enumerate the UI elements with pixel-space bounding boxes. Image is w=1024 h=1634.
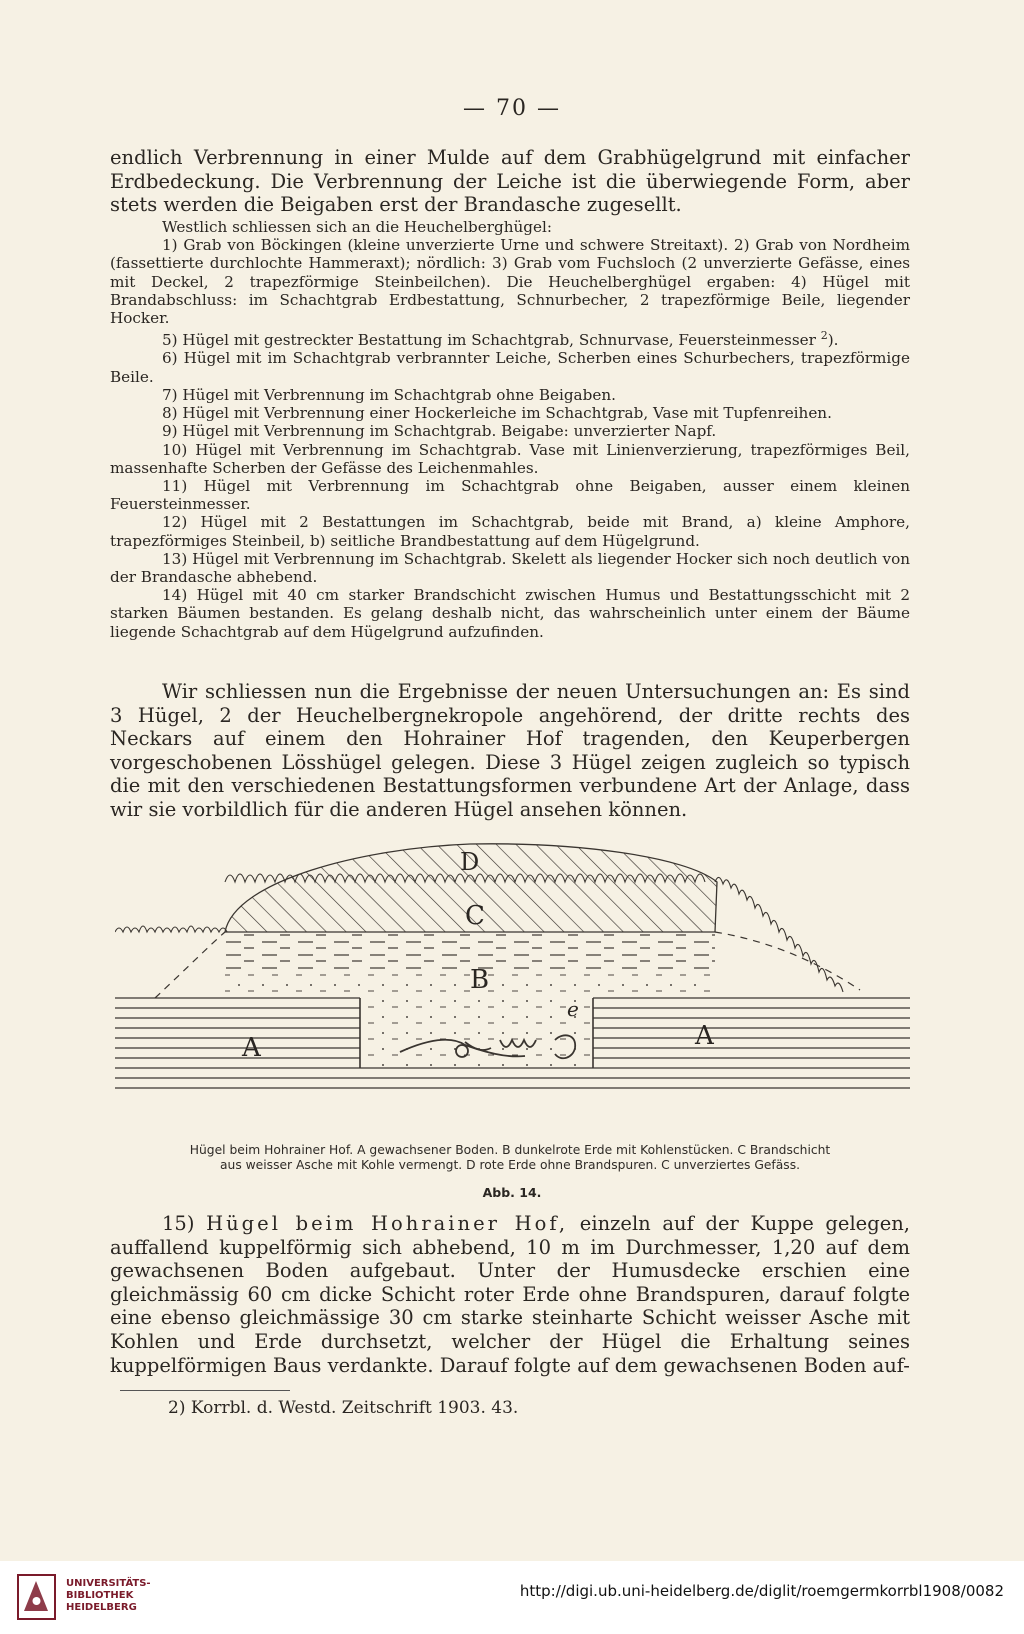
library-name: UNIVERSITÄTS- BIBLIOTHEK HEIDELBERG — [66, 1578, 151, 1613]
list-item: 5) Hügel mit gestreckter Bestattung im Schachtgrab, Schnurvase, Feuersteinmesser $^2$). — [162, 329, 839, 350]
caption-line: Hügel beim Hohrainer Hof. A gewachsener Boden. B dunkelrote Erde mit Kohlenstücken. C Brandschicht — [189, 1143, 831, 1157]
summary-paragraph — [110, 680, 910, 822]
list-item: 12) Hügel mit 2 Bestattungen im Schachtgrab, beide mit Brand, a) kleine Amphore, trapezförmiges Steinbeil, b) seitliche Brandbestattung auf dem Hügelgrund. — [110, 513, 910, 550]
label-c: C — [465, 901, 485, 931]
list-item: 1) Grab von Böckingen (kleine unverzierte Urne und schwere Streitaxt). 2) Grab von Nordheim (fassettierte durchlochte Hammeraxt); nördlich: 3) Grab vom Fuchsloch (2 unverzierte Gefässe, eines mit Deckel, 2 trapezförmige Steinbeilchen). Die Heuchelberghügel ergaben: 4) Hügel mit Brandabschluss: im Schachtgrab Erdbestattung, Schnurbecher, 2 trapezförmige Beile, liegender Hocker. — [110, 236, 910, 328]
list-item: 8) Hügel mit Verbrennung einer Hockerleiche im Schachtgrab, Vase mit Tupfenreihen. — [162, 404, 832, 423]
footnote-text: Korrbl. d. Westd. Zeitschrift 1903. 43. — [190, 1398, 519, 1418]
intro-text: endlich Verbrennung in einer Mulde auf dem Grabhügelgrund mit einfacher Erdbedeckung. Die Verbrennung der Leiche ist die überwiegende Form, aber stets werden die Beigaben erst der Brandasche zugesellt. — [110, 146, 910, 217]
item15-paragraph — [110, 1212, 910, 1377]
item15-body: einzeln auf der Kuppe gelegen, auffallend kuppelförmig sich abhebend, 10 m im Durchmesser, 1,20 auf dem gewachsenen Boden aufgebaut. Unter der Humusdecke erschien eine gleichmässig 60 cm dicke Schicht roter Erde ohne Brandspuren, darauf folgte eine ebenso gleichmässige 30 cm starke steinharte Schicht weisser Asche mit Kohlen und Erde durchsetzt, welcher der Hügel die Erhaltung seines kuppelförmigen Baus verdankte. Darauf folgte auf dem gewachsenen Boden auf- — [110, 1212, 910, 1377]
source-url-link[interactable]: http://digi.ub.uni-heidelberg.de/diglit/roemgermkorrbl1908/0082 — [519, 1582, 1004, 1600]
intro-paragraph — [110, 146, 910, 217]
list-item: 9) Hügel mit Verbrennung im Schachtgrab. Beigabe: unverzierter Napf. — [162, 422, 717, 441]
footnote — [168, 1398, 518, 1418]
label-e: e — [567, 997, 579, 1021]
label-b: B — [470, 965, 490, 995]
list-item: 6) Hügel mit im Schachtgrab verbrannter Leiche, Scherben eines Schurbechers, trapezförmige Beile. — [110, 349, 910, 386]
footnote-marker: 2) — [168, 1398, 186, 1418]
mound-cross-section-figure — [115, 820, 910, 1140]
summary-text: Wir schliessen nun die Ergebnisse der neuen Untersuchungen an: Es sind 3 Hügel, 2 der Heuchelbergnekropole angehörend, der dritte rechts des Neckars auf einem den Hohrainer Hof tragenden, den Keuperbergen vorgeschobenen Lösshügel gelegen. Diese 3 Hügel zeigen zugleich so typisch die mit den verschiedenen Bestattungsformen verbundene Art der Anlage, dass wir sie vorbildlich für die anderen Hügel ansehen können. — [110, 680, 910, 821]
label-d: D — [460, 848, 480, 876]
list-item: 14) Hügel mit 40 cm starker Brandschicht zwischen Humus und Bestattungsschicht mit 2 starken Bäumen bestanden. Es gelang deshalb nicht, das wahrscheinlich unter einem der Bäume liegende Schachtgrab auf dem Hügelgrund aufzufinden. — [110, 586, 910, 641]
library-seal-icon — [14, 1571, 59, 1623]
footnote-divider — [120, 1390, 290, 1391]
list-heading: Westlich schliessen sich an die Heuchelberghügel: — [162, 218, 552, 236]
item15-lead: 15) — [162, 1212, 207, 1235]
item15-text — [110, 1212, 910, 1377]
figure-label: Abb. 14. — [482, 1185, 542, 1200]
label-a-left: A — [242, 1033, 261, 1063]
site-list — [110, 218, 910, 641]
figure-caption — [110, 1143, 910, 1172]
item15-title: Hügel beim Hohrainer Hof, — [206, 1212, 569, 1235]
page-number: — 70 — — [463, 96, 561, 121]
caption-line: aus weisser Asche mit Kohle vermengt. D rote Erde ohne Brandspuren. C unverziertes Gefäss. — [219, 1157, 801, 1172]
mound-drawing — [115, 820, 910, 1140]
list-item: 7) Hügel mit Verbrennung im Schachtgrab ohne Beigaben. — [162, 385, 616, 404]
list-item: 10) Hügel mit Verbrennung im Schachtgrab. Vase mit Linienverzierung, trapezförmiges Beil, massenhafte Scherben der Gefässe des Leichenmahles. — [110, 440, 910, 477]
footnote-reference[interactable]: 2 — [820, 329, 828, 343]
label-a-right: A — [695, 1021, 714, 1051]
list-item: 11) Hügel mit Verbrennung im Schachtgrab ohne Beigaben, ausser einem kleinen Feuersteinmesser. — [110, 476, 910, 514]
list-item: 13) Hügel mit Verbrennung im Schachtgrab. Skelett als liegender Hocker sich noch deutlich von der Brandasche abhebend. — [110, 549, 910, 586]
digitization-footer — [0, 1561, 1024, 1634]
